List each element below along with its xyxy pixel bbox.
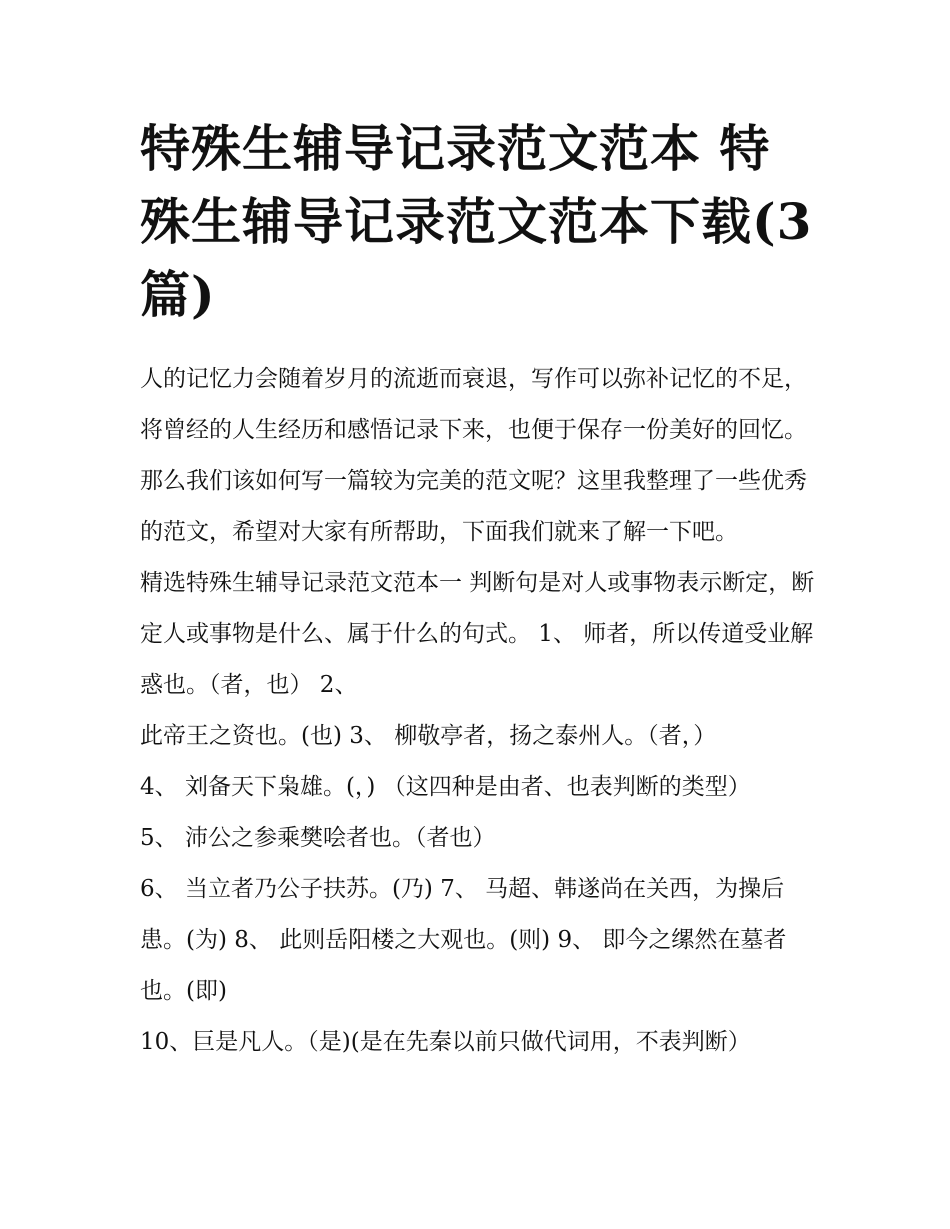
body-paragraph-5: 6、 当立者乃公子扶苏。(乃) 7、 马超、韩遂尚在关西，为操后患。(为) 8、 此则岳阳楼之大观也。(则) 9、 即今之缧然在墓者也。(即) <box>140 876 787 1004</box>
body-paragraph-3: 4、 刘备天下枭雄。(，) （这四种是由者、也表判断的类型） <box>140 774 751 800</box>
body-paragraph-4: 5、 沛公之参乘樊哙者也。（者也） <box>140 825 496 851</box>
document-body <box>140 354 820 1068</box>
intro-paragraph: 人的记忆力会随着岁月的流逝而衰退，写作可以弥补记忆的不足，将曾经的人生经历和感悟记录下来，也便于保存一份美好的回忆。那么我们该如何写一篇较为完美的范文呢？这里我整理了一些优秀的范文，希望对大家有所帮助，下面我们就来了解一下吧。 <box>140 366 807 545</box>
body-paragraph-2: 此帝王之资也。(也) 3、 柳敬亭者，扬之泰州人。（者，） <box>140 723 717 749</box>
document-title: 特殊生辅导记录范文范本 特殊生辅导记录范文范本下载(3篇) <box>140 119 813 324</box>
body-paragraph-1: 精选特殊生辅导记录范文范本一 判断句是对人或事物表示断定，断定人或事物是什么、属于什么的句式。 1、 师者，所以传道受业解惑也。（者，也） 2、 <box>140 570 815 698</box>
body-paragraph-6: 10、巨是凡人。（是)(是在先秦以前只做代词用，不表判断） <box>140 1029 751 1055</box>
